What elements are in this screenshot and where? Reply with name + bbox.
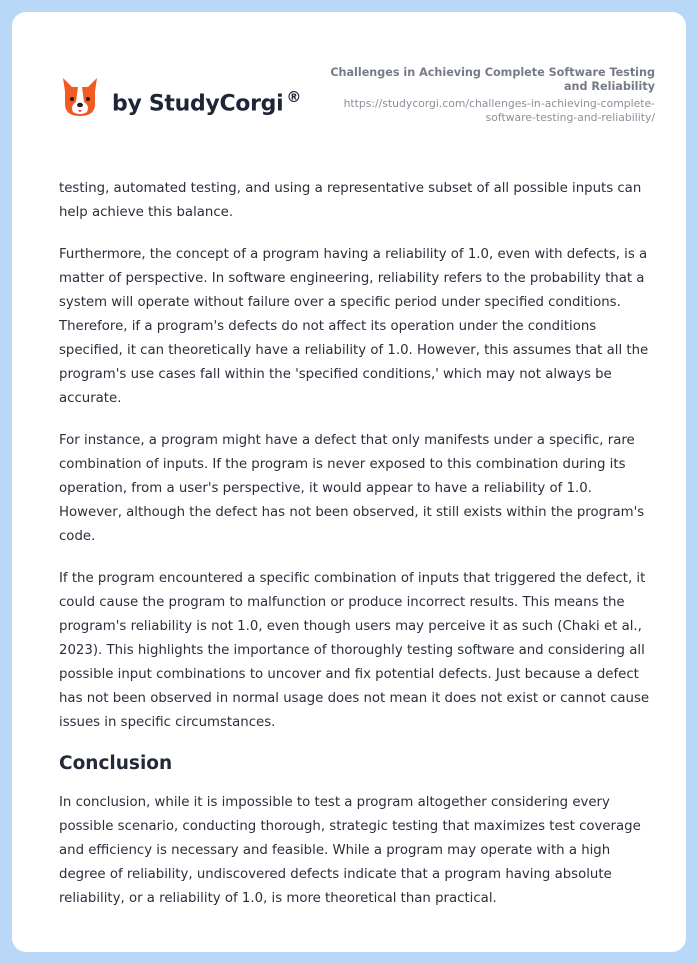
brand-name: by StudyCorgi ® bbox=[112, 87, 302, 117]
document-url[interactable]: https://studycorgi.com/challenges-in-achieving-complete-software-testing-and-reliability/ bbox=[343, 97, 655, 124]
document-page bbox=[12, 12, 686, 952]
section-heading: Conclusion bbox=[59, 753, 173, 774]
paragraph: testing, automated testing, and using a representative subset of all possible inputs can help achieve this balance. bbox=[59, 181, 642, 220]
paragraph: Furthermore, the concept of a program having a reliability of 1.0, even with defects, is a matter of perspective. In software engineering, reliability refers to the probability that a system will operate without failure over a specific period under specified conditions. Therefore, if a program's defects do not affect its operation under the conditions specified, it can theoretically have a reliability of 1.0. However, this assumes that all the program's use cases fall within the 'specified conditions,' which may not always be accurate. bbox=[59, 247, 649, 406]
document-meta bbox=[315, 66, 655, 125]
paragraph: If the program encountered a specific combination of inputs that triggered the defect, it could cause the program to malfunction or produce incorrect results. This means the program's reliability is not 1.0, even though users may perceive it as such (Chaki et al., 2023). This highlights the importance of thoroughly testing software and considering all possible input combinations to uncover and fix potential defects. Just because a defect has not been observed in normal usage does not mean it does not exist or cannot cause issues in specific circumstances. bbox=[59, 571, 650, 730]
studycorgi-logo[interactable] bbox=[60, 76, 301, 120]
article-body bbox=[59, 177, 659, 929]
document-title: Challenges in Achieving Complete Software Testing and Reliability bbox=[330, 66, 655, 93]
paragraph: In conclusion, while it is impossible to test a program altogether considering every possible scenario, conducting thorough, strategic testing that maximizes test coverage and efficiency is necessary and feasible. While a program may operate with a high degree of reliability, undiscovered defects indicate that a program having absolute reliability, or a reliability of 1.0, is more theoretical than practical. bbox=[59, 795, 641, 906]
paragraph: For instance, a program might have a defect that only manifests under a specific, rare combination of inputs. If the program is never exposed to this combination during its operation, from a user's perspective, it would appear to have a reliability of 1.0. However, although the defect has not been observed, it still exists within the program's code. bbox=[59, 433, 645, 544]
corgi-icon bbox=[60, 76, 100, 120]
